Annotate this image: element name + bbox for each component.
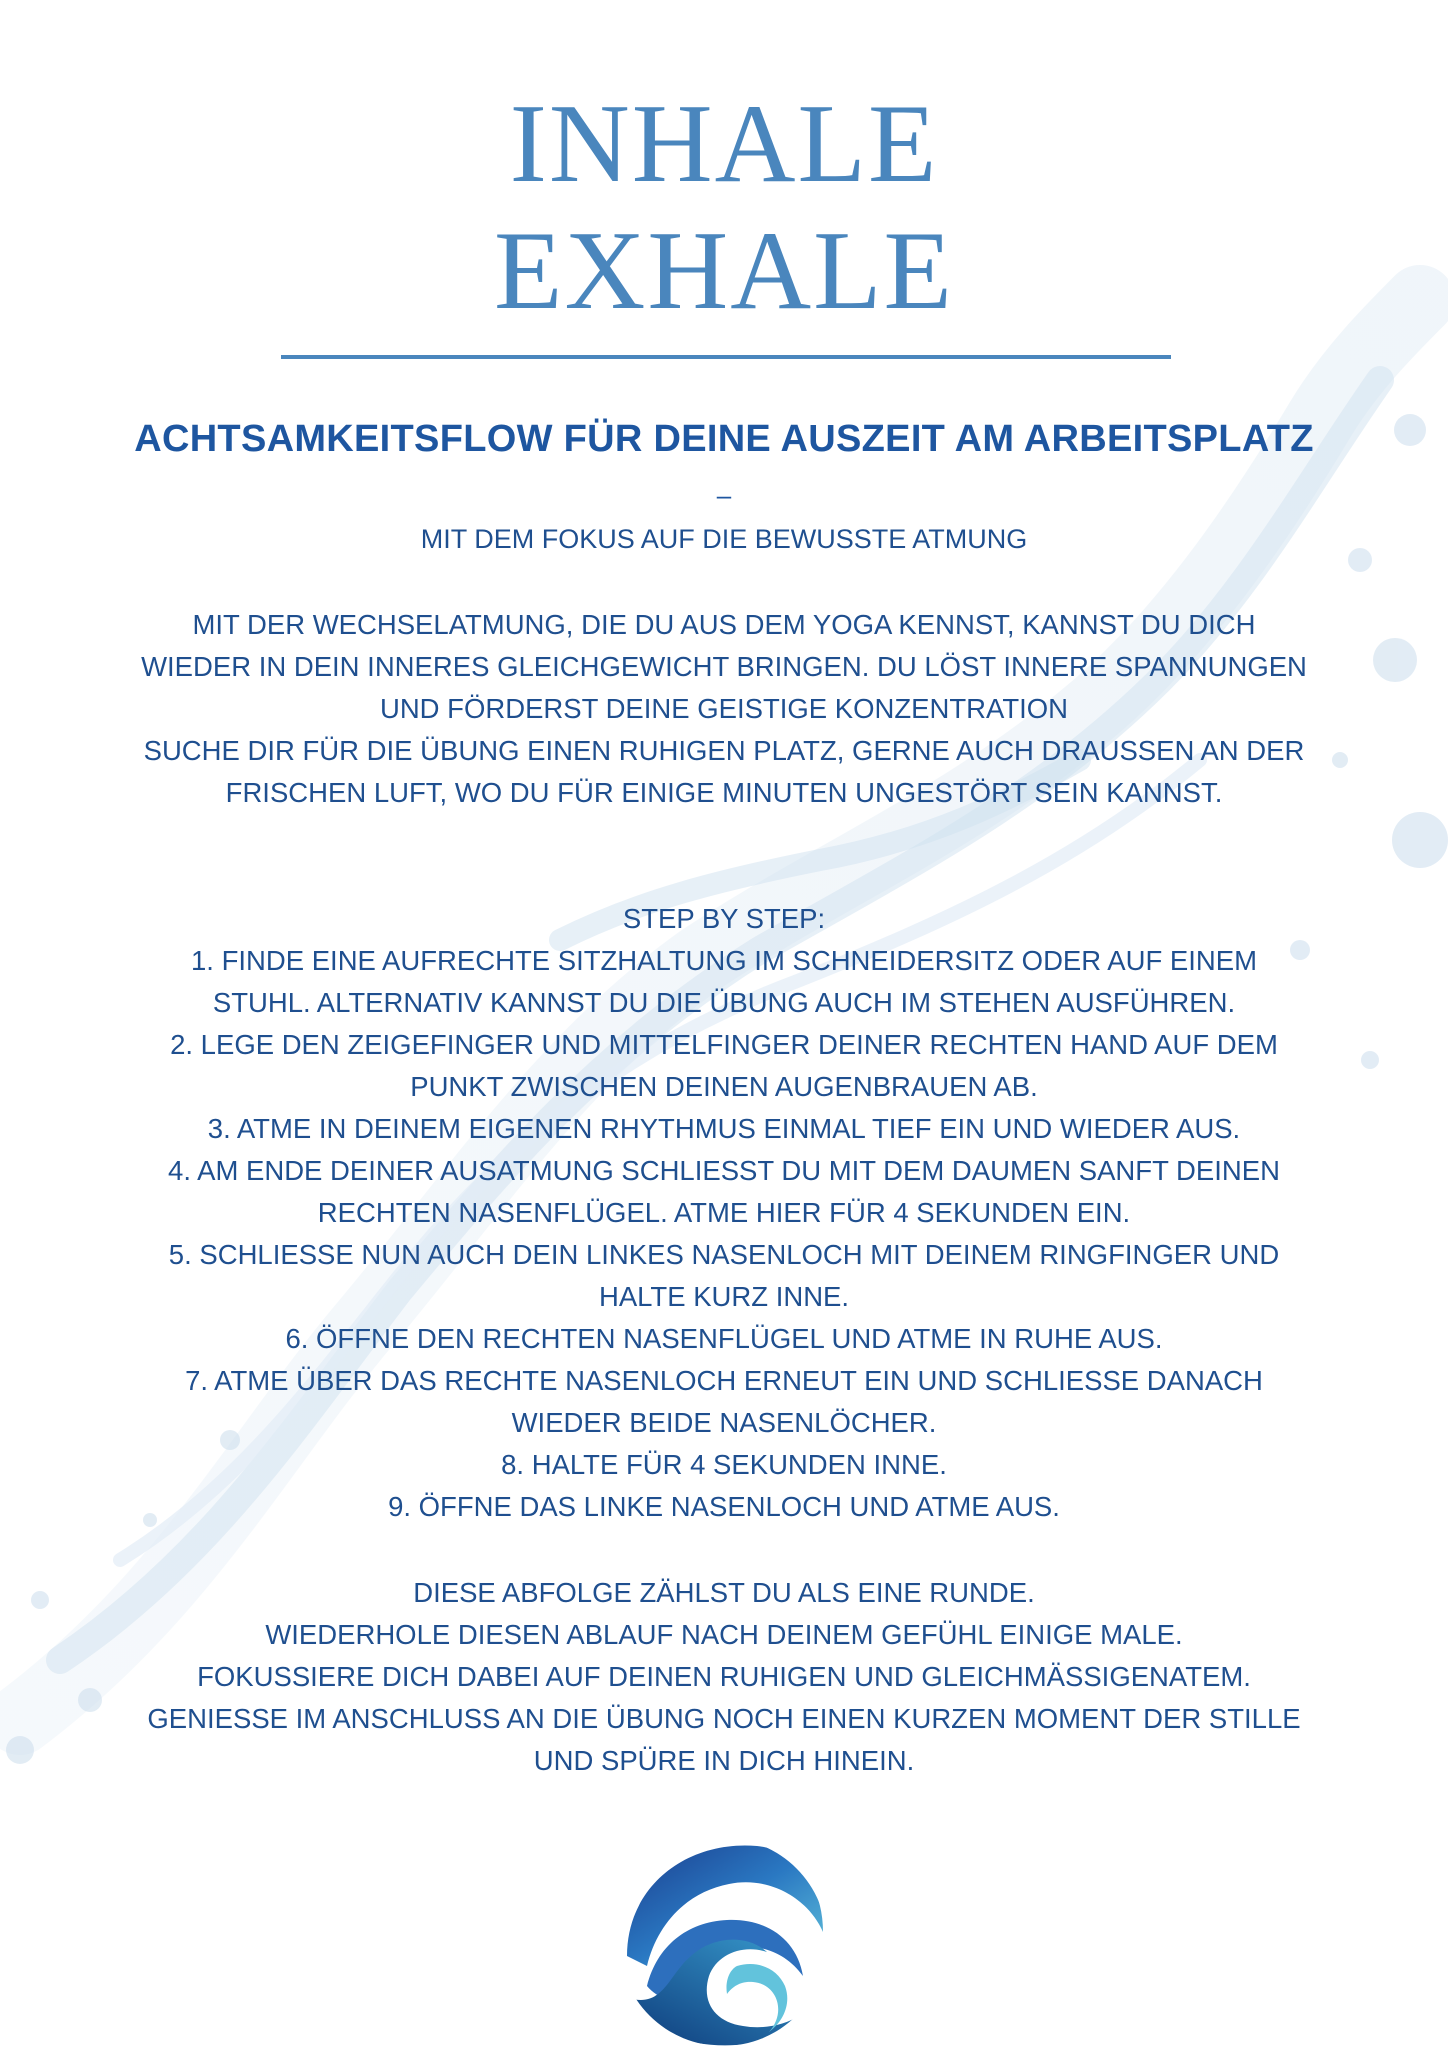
step-line: HALTE KURZ INNE. — [598, 1281, 850, 1312]
step-line: 3. ATME IN DEINEM EIGENEN RHYTHMUS EINMAL TIEF EIN UND WIEDER AUS. — [207, 1113, 1241, 1144]
outro-line: DIESE ABFOLGE ZÄHLST DU ALS EINE RUNDE. — [413, 1577, 1035, 1608]
intro-line: WIEDER IN DEIN INNERES GLEICHGEWICHT BRINGEN. DU LÖST INNERE SPANNUNGEN — [141, 651, 1307, 682]
step-line: 4. AM ENDE DEINER AUSATMUNG SCHLIESST DU MIT DEM DAUMEN SANFT DEINEN — [168, 1155, 1280, 1186]
outro-text — [60, 1572, 1388, 1782]
intro-line: SUCHE DIR FÜR DIE ÜBUNG EINEN RUHIGEN PLATZ, GERNE AUCH DRAUSSEN AN DER — [143, 735, 1305, 766]
focus-line: MIT DEM FOKUS AUF DIE BEWUSSTE ATMUNG — [420, 524, 1028, 554]
step-line: 8. HALTE FÜR 4 SEKUNDEN INNE. — [501, 1449, 947, 1480]
step-line: RECHTEN NASENFLÜGEL. ATME HIER FÜR 4 SEKUNDEN EIN. — [317, 1197, 1131, 1228]
title-divider — [281, 355, 1171, 359]
outro-line: WIEDERHOLE DIESEN ABLAUF NACH DEINEM GEFÜHL EINIGE MALE. — [265, 1619, 1183, 1650]
outro-line: GENIESSE IM ANSCHLUSS AN DIE ÜBUNG NOCH EINEN KURZEN MOMENT DER STILLE — [147, 1703, 1301, 1734]
step-line: 7. ATME ÜBER DAS RECHTE NASENLOCH ERNEUT EIN UND SCHLIESSE DANACH — [185, 1365, 1263, 1396]
title-exhale: EXHALE — [494, 209, 954, 333]
wave-logo-icon — [617, 1836, 829, 2048]
outro-line: FOKUSSIERE DICH DABEI AUF DEINEN RUHIGEN UND GLEICHMÄSSIGENATEM. — [197, 1661, 1251, 1692]
step-line: 2. LEGE DEN ZEIGEFINGER UND MITTELFINGER DEINER RECHTEN HAND AUF DEM — [170, 1029, 1278, 1060]
subtitle: ACHTSAMKEITSFLOW FÜR DEINE AUSZEIT AM ARBEITSPLATZ — [134, 418, 1314, 460]
step-line: PUNKT ZWISCHEN DEINEN AUGENBRAUEN AB. — [410, 1071, 1038, 1102]
step-line: 6. ÖFFNE DEN RECHTEN NASENFLÜGEL UND ATME IN RUHE AUS. — [285, 1323, 1163, 1354]
outro-line: UND SPÜRE IN DICH HINEIN. — [533, 1745, 915, 1776]
step-line: 1. FINDE EINE AUFRECHTE SITZHALTUNG IM SCHNEIDERSITZ ODER AUF EINEM — [191, 945, 1257, 976]
step-line: WIEDER BEIDE NASENLÖCHER. — [511, 1407, 937, 1438]
step-line: 5. SCHLIESSE NUN AUCH DEIN LINKES NASENLOCH MIT DEINEM RINGFINGER UND — [168, 1239, 1280, 1270]
title-inhale: INHALE — [509, 82, 939, 206]
step-line: STUHL. ALTERNATIV KANNST DU DIE ÜBUNG AUCH IM STEHEN AUSFÜHREN. — [212, 987, 1236, 1018]
steps-section — [60, 898, 1388, 1528]
intro-text — [60, 604, 1388, 814]
step-line: 9. ÖFFNE DAS LINKE NASENLOCH UND ATME AUS. — [388, 1491, 1060, 1522]
intro-line: UND FÖRDERST DEINE GEISTIGE KONZENTRATION — [379, 693, 1069, 724]
intro-line: FRISCHEN LUFT, WO DU FÜR EINIGE MINUTEN UNGESTÖRT SEIN KANNST. — [225, 777, 1223, 808]
separator-dash: – — [716, 480, 732, 510]
intro-line: MIT DER WECHSELATMUNG, DIE DU AUS DEM YOGA KENNST, KANNST DU DICH — [192, 609, 1256, 640]
steps-heading: STEP BY STEP: — [622, 903, 826, 934]
